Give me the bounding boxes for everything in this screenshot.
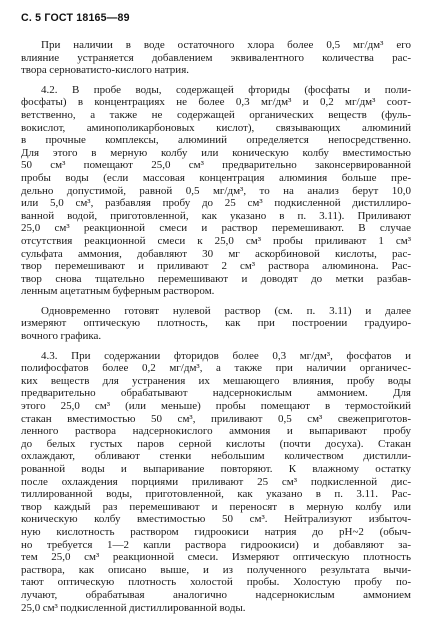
text-line: но требуется 1—2 капли раствора гидроокиси) и добавляют за- — [21, 538, 411, 551]
text-line: ветственно, а также не содержащей органических веществ (фуль- — [21, 108, 411, 121]
text-line: ленным ацетатным буферным раствором. — [21, 285, 215, 298]
text-line: после охлаждения порциями приливают 25 см³ подкисленной дис- — [21, 475, 411, 488]
text-line: отсутствия реакционной смеси к 25,0 см³ пробы приливают 1 см³ — [21, 234, 411, 247]
text-line: лучают, обрабатывая аналогично надсернокислым аммонием — [21, 588, 411, 601]
text-line: ких веществ для устранения их мешающего влияния, пробу воды — [21, 374, 411, 387]
text-line: ную кислотность раствором гидроокиси натрия до pH~2 (обыч- — [21, 525, 411, 538]
text-line: предварительно обрабатывают надсернокислым аммонием. Для — [21, 387, 411, 400]
text-line: этого 25,0 см³ (или меньше) пробы помещают в термостойкий — [21, 400, 411, 413]
text-line: коническую колбу вместимостью 50 см³. Нейтрализуют избыточ- — [21, 513, 411, 526]
text-line: измеряют оптическую плотность, как при построении градуиро- — [21, 317, 411, 330]
text-line: стакан вместимостью 50 см³, приливают 0,5 см³ свежеприготов- — [21, 412, 411, 425]
paragraph-4-2 — [21, 84, 411, 298]
text-line: Для этого в мерную колбу или коническую колбу вместимостью — [21, 146, 411, 159]
text-line: раствора, как описано выше, и из полученного результата вычи- — [21, 563, 411, 576]
text-line: ванной водой, приготовленной, как указано в п. 3.11). Приливают — [21, 209, 411, 222]
text-line: 4.3. При содержании фторидов более 0,3 мг/дм³, фосфатов и — [41, 349, 411, 362]
text-line: в прочные комплексы, алюминий определяется непосредственно. — [21, 134, 411, 147]
text-line: Одновременно готовят нулевой раствор (см. п. 3.11) и далее — [41, 304, 411, 317]
text-line: влияние устраняется добавлением эквивалентного количества рас- — [21, 51, 411, 64]
text-line: дельно допустимой, равной 0,5 мг/дм³, то на анализ берут 10,0 — [21, 184, 411, 197]
text-line: 50 см³ помещают 25,0 см³ предварительно законсервированной — [21, 159, 411, 172]
text-line: или 5,0 см³, разбавляя пробу до 25 см³ подкисленной дистиллиро- — [21, 197, 411, 210]
text-line: 25,0 см³ подкисленной дистиллированной воды. — [21, 601, 246, 614]
paragraph-chlorine-note — [21, 39, 411, 77]
text-line: твор перемешивают и приливают 2 см³ раствора алюминона. Рас- — [21, 260, 411, 273]
text-line: сульфата аммония, добавляют 30 мг аскорбиновой кислоты, рас- — [21, 247, 411, 260]
page-header: С. 5 ГОСТ 18165—89 — [21, 12, 130, 24]
text-line: твор снова тщательно перемешивают и доводят до метки разбав- — [21, 272, 411, 285]
text-line: рованной воды и выпаривание повторяют. К влажному остатку — [21, 463, 411, 475]
text-line: вокислот, аминополикарбоновых кислот), связывающих алюминий — [21, 121, 411, 134]
text-line: твора серноватисто-кислого натрия. — [21, 64, 190, 77]
text-line: твор каждый раз перемешивают и переносят в мерную колбу или — [21, 500, 411, 513]
text-line: до белых густых паров серной кислоты (почти досуха). Стакан — [21, 437, 411, 450]
text-line: 25,0 см³ реакционной смеси и раствор перемешивают. В случае — [21, 222, 411, 235]
text-line: тают оптическую плотность холостой пробы. Холостую пробу по- — [21, 576, 411, 589]
text-line: тем 25,0 см³ реакционной смеси. Измеряют оптическую плотность — [21, 551, 411, 564]
text-line: 4.2. В пробе воды, содержащей фториды (фосфаты и поли- — [41, 83, 411, 96]
text-line: ленного раствора надсернокислого аммония и выпаривают пробу — [21, 425, 411, 438]
paragraph-zero-solution — [21, 305, 411, 343]
text-line: тиллированной воды, приготовленной, как указано в п. 3.11. Рас- — [21, 488, 411, 501]
text-line: При наличии в воде остаточного хлора более 0,5 мг/дм³ его — [41, 39, 411, 51]
document-body — [21, 39, 411, 614]
text-line: пробы воды (если массовая концентрация алюминия больше пре- — [21, 171, 411, 184]
text-line: вочного графика. — [21, 330, 102, 343]
text-line: полифосфатов более 0,2 мг/дм³, а также при наличии органичес- — [21, 362, 411, 375]
text-line: охлаждают, обливают стенки небольшим количеством дистилли- — [21, 450, 411, 463]
text-line: фосфаты) в концентрациях не более 0,3 мг/дм³ и 0,2 мг/дм³ соот- — [21, 96, 411, 109]
paragraph-4-3 — [21, 350, 411, 614]
